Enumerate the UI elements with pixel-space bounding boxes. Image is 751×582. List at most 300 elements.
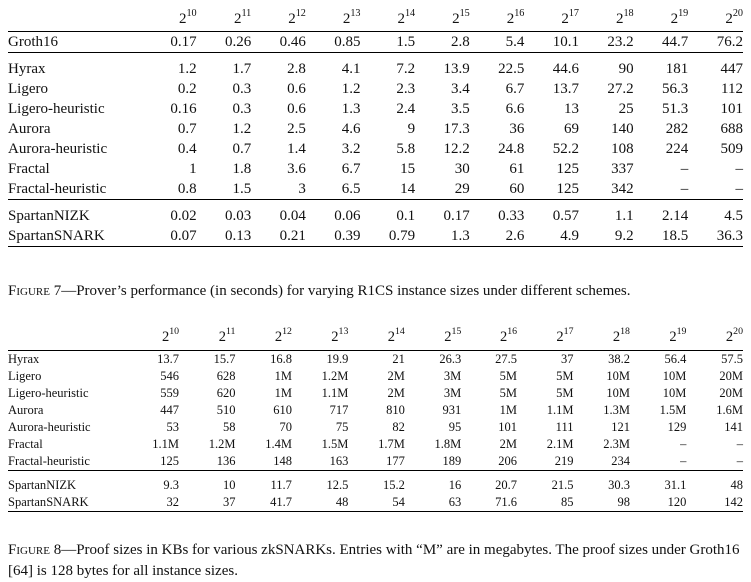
column-header — [461, 318, 517, 351]
table-cell: 136 — [179, 453, 235, 471]
table-row — [8, 139, 743, 159]
scheme-name-suffix: SNARK — [46, 495, 89, 509]
table-cell: 24.8 — [498, 141, 525, 157]
table-cell: 0.07 — [142, 226, 197, 247]
table-cell: 1.8 — [232, 161, 252, 177]
table-row — [8, 402, 743, 419]
column-header-base: 2 — [612, 329, 621, 345]
table-row — [8, 200, 743, 227]
scheme-name — [8, 119, 142, 139]
table-cell: 4.1 — [341, 61, 361, 77]
table-cell: 1.7 — [232, 61, 252, 77]
table-cell: 5M — [499, 369, 518, 383]
table-cell: 22.5 — [498, 61, 525, 77]
scheme-name-suffix: SNARK — [53, 228, 105, 244]
table-cell: 37 — [561, 352, 574, 366]
figure7-label: Figure 7 — [8, 283, 62, 299]
table-cell: 15 — [400, 161, 416, 177]
table-cell: 6.5 — [306, 179, 361, 200]
table-cell: 9.3 — [163, 478, 180, 492]
scheme-name — [8, 351, 123, 369]
table-row — [8, 53, 743, 80]
table-cell: 1M — [499, 403, 518, 417]
column-header-exponent: 14 — [404, 8, 416, 19]
column-header-exponent: 15 — [459, 8, 470, 19]
column-header — [292, 318, 348, 351]
table-cell: 56.4 — [664, 352, 687, 366]
table-cell: 31.1 — [664, 478, 687, 492]
table-row — [8, 471, 743, 495]
column-header — [574, 318, 630, 351]
table-cell: 36 — [509, 121, 525, 137]
table-cell: 125 — [123, 453, 179, 471]
scheme-name — [8, 179, 142, 200]
table-cell: 559 — [160, 386, 180, 400]
scheme-name-text: Spartan — [8, 478, 47, 492]
table-cell: 6.6 — [505, 101, 525, 117]
table-cell: 30 — [454, 161, 470, 177]
column-header — [688, 2, 743, 32]
column-header-exponent: 18 — [620, 326, 630, 338]
column-header — [470, 2, 525, 32]
table-cell: 21 — [392, 352, 405, 366]
table-cell: 61 — [509, 161, 525, 177]
table-cell: 0.6 — [287, 101, 306, 117]
table-cell: 95 — [448, 420, 462, 434]
column-header-exponent: 16 — [507, 326, 518, 338]
table-cell: 0.33 — [498, 208, 525, 224]
table-row — [8, 385, 743, 402]
column-header-exponent: 12 — [295, 8, 306, 19]
table-cell: 2.4 — [396, 101, 416, 117]
table-cell: 810 — [386, 403, 405, 417]
table-cell: 18.5 — [634, 226, 689, 247]
table-cell: 2.5 — [287, 121, 306, 137]
table-cell: 10M — [662, 369, 687, 383]
table-cell: 0.17 — [142, 32, 197, 53]
column-header — [306, 2, 361, 32]
table-cell: 509 — [720, 141, 743, 157]
table-cell: 620 — [216, 386, 236, 400]
scheme-name-text: Aurora-heuristic — [8, 141, 108, 157]
column-header-base: 2 — [669, 329, 677, 345]
column-header-exponent: 10 — [186, 8, 197, 19]
table-cell: 2.8 — [287, 61, 306, 77]
scheme-name-text: Spartan — [8, 208, 54, 224]
table-cell: – — [630, 453, 686, 471]
table-cell: 3 — [251, 179, 306, 200]
table-cell: 1 — [189, 161, 197, 177]
table-row — [8, 436, 743, 453]
table-cell: 0.57 — [552, 208, 580, 224]
table-cell: 9 — [407, 121, 416, 137]
table-cell: 25 — [618, 101, 634, 117]
scheme-name — [8, 402, 123, 419]
table-cell: 4.6 — [341, 121, 361, 137]
table1-header-row — [8, 2, 743, 32]
scheme-name — [8, 419, 123, 436]
scheme-name-text: Ligero-heuristic — [8, 386, 89, 400]
table-cell: 1.1M — [152, 437, 180, 451]
column-header-base: 2 — [218, 329, 226, 345]
column-header-base: 2 — [670, 11, 679, 27]
table-cell: 56.3 — [662, 81, 689, 97]
table-cell: 20.7 — [495, 478, 518, 492]
table-cell: 282 — [665, 121, 689, 137]
scheme-name-text: Spartan — [8, 228, 54, 244]
table-cell: 57.5 — [721, 352, 743, 366]
scheme-name — [8, 385, 123, 402]
scheme-name-text: Ligero — [8, 81, 48, 97]
table-cell: 108 — [611, 141, 634, 157]
table-cell: 189 — [405, 453, 461, 471]
table-cell: 1.1M — [321, 386, 349, 400]
column-header — [361, 2, 416, 32]
table-cell: 27.5 — [495, 352, 518, 366]
table-cell: 32 — [123, 494, 179, 512]
header-corner — [8, 318, 123, 351]
scheme-name-text: Fractal-heuristic — [8, 181, 107, 197]
scheme-name-text: Ligero-heuristic — [8, 101, 105, 117]
scheme-name-text: Ligero — [8, 369, 42, 383]
proof-size-table — [8, 318, 743, 512]
table-cell: 1.3 — [415, 226, 470, 247]
column-header — [524, 2, 579, 32]
table-cell: 0.26 — [197, 32, 252, 53]
table-cell: 60 — [470, 179, 525, 200]
table-row — [8, 99, 743, 119]
table-cell: 510 — [216, 403, 236, 417]
figure7-caption — [8, 281, 748, 302]
table-row — [8, 179, 743, 200]
column-header — [251, 2, 306, 32]
table-cell: 342 — [579, 179, 634, 200]
column-header — [630, 318, 686, 351]
table-cell: 2.3M — [603, 437, 630, 451]
table-cell: 1.3 — [341, 101, 361, 117]
column-header-exponent: 15 — [451, 326, 462, 338]
table-cell: 148 — [235, 453, 291, 471]
figure8-text: —Proof sizes in KBs for various zkSNARKs. Entries with “M” are in megabytes. The proof sizes under Groth16 [64] is 128 bytes for all instance sizes. — [8, 542, 740, 579]
table-cell: 125 — [524, 179, 579, 200]
table-cell: 12.5 — [326, 478, 349, 492]
table-cell: 0.02 — [170, 208, 197, 224]
column-header-base: 2 — [615, 11, 624, 27]
table-cell: 140 — [611, 121, 634, 137]
table-cell: 5.4 — [470, 32, 525, 53]
table-cell: 36.3 — [688, 226, 743, 247]
table-cell: 75 — [335, 420, 349, 434]
table-cell: 6.7 — [341, 161, 361, 177]
table-cell: 58 — [222, 420, 236, 434]
column-header-base: 2 — [561, 11, 569, 27]
table-cell: 610 — [273, 403, 292, 417]
table-cell: 931 — [442, 403, 462, 417]
table-row — [8, 494, 743, 512]
prover-performance-table — [8, 2, 743, 247]
table-cell: 1.2M — [321, 369, 349, 383]
column-header-base: 2 — [452, 11, 460, 27]
table-cell: 1.2 — [232, 121, 252, 137]
table-cell: 546 — [160, 369, 180, 383]
scheme-name — [8, 226, 142, 247]
scheme-name — [8, 99, 142, 119]
table-cell: 1.5 — [361, 32, 416, 53]
table-cell: 628 — [216, 369, 236, 383]
table-cell: 125 — [556, 161, 580, 177]
scheme-name — [8, 79, 142, 99]
table-cell: 1.7M — [378, 437, 405, 451]
table-cell: 7.2 — [396, 61, 416, 77]
column-header — [142, 2, 197, 32]
table-cell: 10M — [606, 386, 630, 400]
column-header-base: 2 — [725, 11, 733, 27]
column-header-exponent: 17 — [563, 326, 574, 338]
table-cell: 1M — [274, 369, 292, 383]
column-header — [517, 318, 573, 351]
table-cell: 26.3 — [439, 352, 462, 366]
scheme-name — [8, 453, 123, 471]
table-cell: 41.7 — [235, 494, 291, 512]
table-cell: 1.3M — [603, 403, 630, 417]
column-header-exponent: 11 — [241, 8, 252, 19]
table-cell: 1.8M — [434, 437, 462, 451]
table-cell: 0.13 — [197, 226, 252, 247]
scheme-name-text: Fractal — [8, 161, 50, 177]
table-cell: 1.4M — [265, 437, 292, 451]
table-cell: 20M — [719, 369, 743, 383]
table-cell: 224 — [665, 141, 689, 157]
table-cell: – — [688, 179, 743, 200]
table-cell: 70 — [279, 420, 292, 434]
table-cell: 0.03 — [225, 208, 252, 224]
column-header — [634, 2, 689, 32]
column-header-base: 2 — [161, 329, 170, 345]
table-cell: 2M — [387, 386, 405, 400]
table-cell: 15.7 — [213, 352, 236, 366]
table-cell: 1.5M — [321, 437, 349, 451]
table-cell: 2M — [499, 437, 518, 451]
table-cell: 38.2 — [608, 352, 630, 366]
table-cell: 9.2 — [579, 226, 634, 247]
table-cell: 98 — [574, 494, 630, 512]
table-cell: 0.16 — [170, 101, 197, 117]
scheme-name-suffix: NIZK — [46, 478, 77, 492]
table1-body — [8, 32, 743, 247]
table-cell: 2M — [387, 369, 405, 383]
table-cell: 0.21 — [251, 226, 306, 247]
scheme-name-text: Aurora — [8, 403, 44, 417]
table-cell: 37 — [179, 494, 235, 512]
table-cell: – — [680, 161, 689, 177]
table-cell: 17.3 — [443, 121, 470, 137]
table-cell: 1.2M — [208, 437, 236, 451]
table-cell: 90 — [618, 61, 634, 77]
table-cell: 1.5M — [659, 403, 687, 417]
column-header — [235, 318, 291, 351]
scheme-name-text: Fractal-heuristic — [8, 454, 90, 468]
table-row — [8, 79, 743, 99]
table-cell: 13.7 — [157, 352, 180, 366]
table-cell: 1.4 — [287, 141, 306, 157]
column-header — [197, 2, 252, 32]
table-cell: 0.8 — [142, 179, 197, 200]
table-cell: 23.2 — [579, 32, 634, 53]
table-cell: 54 — [348, 494, 404, 512]
table-cell: 142 — [686, 494, 743, 512]
table-cell: 2.3 — [396, 81, 416, 97]
table-cell: 120 — [630, 494, 686, 512]
table-cell: – — [634, 179, 689, 200]
column-header-base: 2 — [331, 329, 339, 345]
table-cell: 1.2 — [341, 81, 361, 97]
table-cell: 129 — [667, 420, 687, 434]
table-cell: 447 — [720, 61, 743, 77]
table-cell: 13.7 — [552, 81, 580, 97]
table-cell: 85 — [517, 494, 573, 512]
column-header-exponent: 19 — [678, 8, 689, 19]
table-cell: 163 — [292, 453, 348, 471]
figure7-text: —Prover’s performance (in seconds) for varying R1CS instance sizes under different schemes. — [61, 283, 631, 299]
scheme-name-text: Aurora-heuristic — [8, 420, 91, 434]
table-cell: – — [735, 161, 743, 177]
table-cell: 52.2 — [552, 141, 580, 157]
column-header-base: 2 — [506, 11, 515, 27]
header-corner — [8, 2, 142, 32]
table-cell: 101 — [720, 101, 743, 117]
figure8-label: Figure 8 — [8, 542, 62, 558]
table-cell: 234 — [574, 453, 630, 471]
table-cell: 29 — [415, 179, 470, 200]
column-header-exponent: 14 — [395, 326, 405, 338]
table-cell: 21.5 — [551, 478, 574, 492]
table-cell: 112 — [721, 81, 743, 97]
scheme-name-text: Fractal — [8, 437, 43, 451]
column-header-base: 2 — [725, 329, 734, 345]
table-cell: 82 — [392, 420, 405, 434]
column-header-exponent: 12 — [282, 326, 292, 338]
table-cell: 0.04 — [279, 208, 306, 224]
scheme-name — [8, 436, 123, 453]
table-cell: 5.8 — [396, 141, 416, 157]
scheme-name — [8, 53, 142, 80]
table-cell: 51.3 — [662, 101, 689, 117]
table2-body — [8, 351, 743, 512]
table-cell: 20M — [719, 386, 743, 400]
column-header-base: 2 — [556, 329, 564, 345]
table-cell: 6.7 — [505, 81, 525, 97]
scheme-name — [8, 159, 142, 179]
table-cell: 5M — [499, 386, 518, 400]
table-cell: 3.6 — [287, 161, 306, 177]
table-cell: 1.1M — [546, 403, 574, 417]
table-cell: 141 — [724, 420, 743, 434]
table-cell: 0.17 — [443, 208, 470, 224]
column-header — [123, 318, 179, 351]
scheme-name — [8, 471, 123, 495]
table-cell: 0.3 — [232, 101, 252, 117]
table-row — [8, 119, 743, 139]
table-cell: 1.2 — [177, 61, 197, 77]
table-cell: 0.7 — [177, 121, 197, 137]
table-cell: 2.1M — [546, 437, 574, 451]
table-cell: 0.6 — [287, 81, 306, 97]
scheme-name-text: Groth16 — [8, 34, 58, 50]
column-header — [348, 318, 404, 351]
table-cell: 19.9 — [326, 352, 349, 366]
column-header-exponent: 19 — [676, 326, 687, 338]
table-cell: 76.2 — [688, 32, 743, 53]
table-cell: 337 — [611, 161, 634, 177]
table-cell: 0.06 — [334, 208, 361, 224]
table-cell: 0.2 — [177, 81, 197, 97]
table-cell: 71.6 — [461, 494, 517, 512]
table-cell: 3.2 — [341, 141, 361, 157]
column-header-base: 2 — [387, 329, 395, 345]
table-cell: 15.2 — [382, 478, 405, 492]
table-row — [8, 453, 743, 471]
table-cell: – — [686, 453, 743, 471]
table-cell: 101 — [498, 420, 518, 434]
table-row — [8, 226, 743, 247]
table-cell: 0.39 — [306, 226, 361, 247]
table-cell: 16.8 — [270, 352, 292, 366]
table-cell: 44.7 — [634, 32, 689, 53]
table-cell: 1.5 — [197, 179, 252, 200]
table-cell: 219 — [517, 453, 573, 471]
column-header-exponent: 20 — [733, 326, 743, 338]
table-cell: 688 — [720, 121, 743, 137]
table-cell: 48 — [730, 478, 743, 492]
table-row — [8, 368, 743, 385]
table-cell: 48 — [292, 494, 348, 512]
table-cell: 14 — [361, 179, 416, 200]
column-header-base: 2 — [178, 11, 187, 27]
scheme-name-text: Aurora — [8, 121, 51, 137]
table-cell: 177 — [348, 453, 404, 471]
column-header-base: 2 — [397, 11, 405, 27]
table-cell: 0.3 — [232, 81, 252, 97]
column-header-exponent: 10 — [169, 326, 180, 338]
column-header-exponent: 13 — [338, 326, 349, 338]
table-cell: 717 — [329, 403, 349, 417]
table-cell: 111 — [555, 420, 574, 434]
scheme-name — [8, 200, 142, 227]
table-row — [8, 351, 743, 369]
column-header-exponent: 13 — [350, 8, 361, 19]
table-cell: 13.9 — [443, 61, 470, 77]
scheme-name — [8, 139, 142, 159]
column-header-exponent: 17 — [568, 8, 580, 19]
column-header-base: 2 — [288, 11, 296, 27]
figure8-caption — [8, 540, 748, 582]
table-cell: 0.7 — [232, 141, 252, 157]
scheme-name — [8, 494, 123, 512]
table-cell: 2.6 — [470, 226, 525, 247]
table-cell: 0.1 — [396, 208, 416, 224]
table-cell: – — [680, 437, 687, 451]
column-header-exponent: 16 — [514, 8, 525, 19]
column-header-exponent: 11 — [226, 326, 236, 338]
column-header — [405, 318, 461, 351]
scheme-name — [8, 32, 142, 53]
table-row — [8, 159, 743, 179]
table-row — [8, 419, 743, 436]
column-header-base: 2 — [274, 329, 283, 345]
table-cell: 63 — [405, 494, 461, 512]
column-header — [579, 2, 634, 32]
table-cell: 0.46 — [251, 32, 306, 53]
